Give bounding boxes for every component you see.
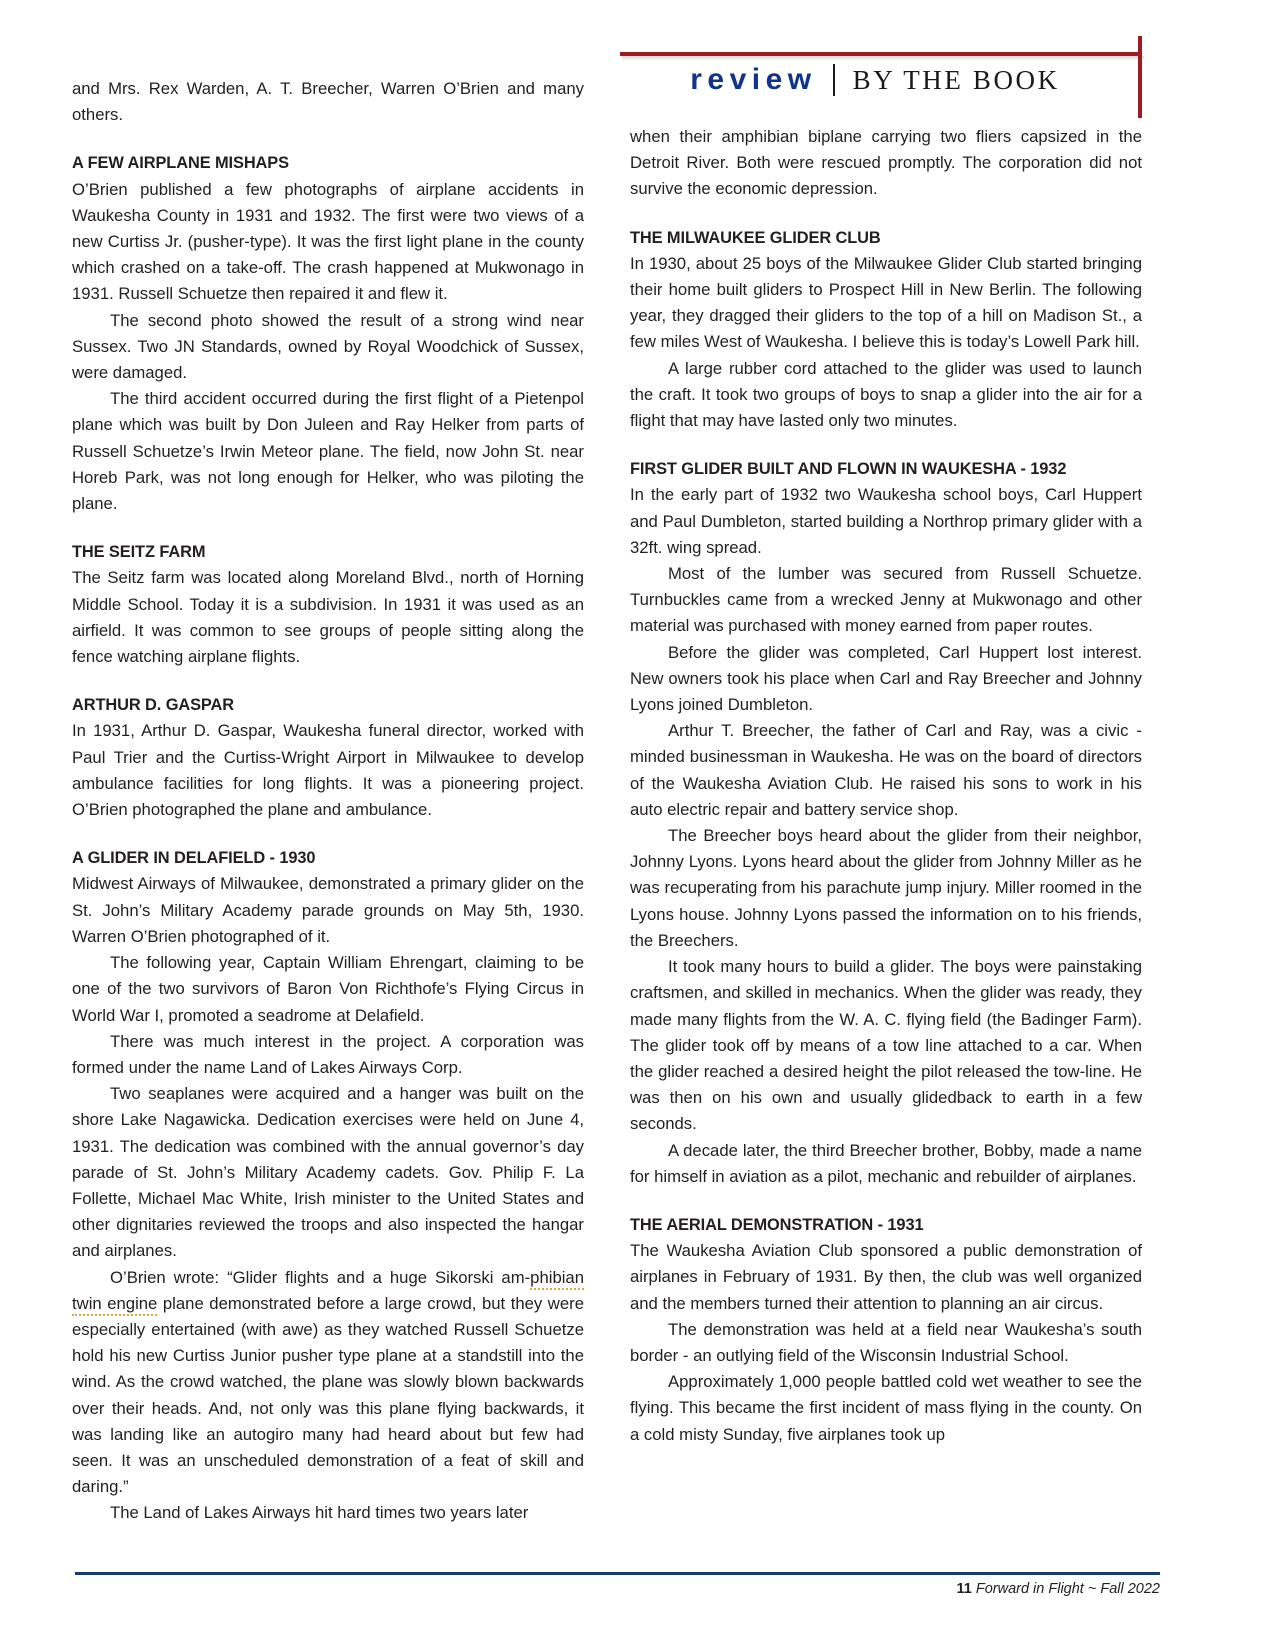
body-paragraph: The Waukesha Aviation Club sponsored a public demonstration of airplanes in February of 1931. By then, the club was well organized and the members turned their attention to planning an air circus. [630, 1241, 1142, 1313]
section-heading: A FEW AIRPLANE MISHAPS [72, 154, 289, 173]
body-paragraph: A decade later, the third Breecher brother, Bobby, made a name for himself in aviation as a pilot, mechanic and rebuilder of airplanes. [630, 1140, 1142, 1186]
page-number: 11 [956, 1581, 972, 1597]
body-paragraph: There was much interest in the project. A corporation was formed under the name Land of Lakes Airways Corp. [72, 1031, 584, 1077]
body-paragraph: The Breecher boys heard about the glider from their neighbor, Johnny Lyons. Lyons heard about the glider from Johnny Miller as he was recuperating from his parachute jump injury. Miller roomed in the Lyons house. Johnny Lyons passed the information on to his friends, the Breechers. [630, 826, 1142, 950]
body-paragraph: The Land of Lakes Airways hit hard times two years later [110, 1503, 529, 1523]
publication-title: Forward in Flight ~ Fall 2022 [975, 1581, 1160, 1597]
section-heading: FIRST GLIDER BUILT AND FLOWN IN WAUKESHA - 1932 [630, 460, 1067, 479]
body-paragraph: Two seaplanes were acquired and a hanger was built on the shore Lake Nagawicka. Dedication exercises were held on June 4, 1931. The dedication was combined with the annual governor’s day parade of St. John’s Military Academy cadets. Gov. Philip F. La Follette, Michael Mac White, Irish minister to the United States and other dignitaries reviewed the troops and also inspected the hangar and airplanes. [72, 1084, 584, 1261]
body-paragraph: The second photo showed the result of a strong wind near Sussex. Two JN Standards, owned by Royal Woodchick of Sussex, were damaged. [72, 310, 584, 383]
masthead-rule-shadow [622, 56, 1144, 61]
body-paragraph: In the early part of 1932 two Waukesha school boys, Carl Huppert and Paul Dumbleton, started building a Northrop primary glider with a 32ft. wing spread. [630, 485, 1142, 557]
body-paragraph: A large rubber cord attached to the glider was used to launch the craft. It took two groups of boys to snap a glider into the air for a flight that may have lasted only two minutes. [630, 358, 1142, 431]
body-paragraph: The following year, Captain William Ehrengart, claiming to be one of the two survivors of Baron Von Richthofe’s Flying Circus in World War I, promoted a seadrome at Delafield. [72, 953, 584, 1025]
body-paragraph: The demonstration was held at a field near Waukesha’s south border - an outlying field of the Wisconsin Industrial School. [630, 1319, 1142, 1365]
masthead-divider [833, 64, 835, 96]
section-heading: ARTHUR D. GASPAR [72, 696, 235, 715]
body-paragraph: Approximately 1,000 people battled cold wet weather to see the flying. This became the first incident of mass flying in the county. On a cold misty Sunday, five airplanes took up [630, 1372, 1142, 1444]
review-wordmark: review [690, 63, 817, 96]
left-column [72, 76, 584, 1527]
section-heading: THE SEITZ FARM [72, 543, 206, 562]
masthead-title-group [620, 64, 1130, 96]
body-paragraph: The third accident occurred during the first flight of a Pietenpol plane which was built by Don Juleen and Ray Helker from parts of Russell Schuetze’s Irwin Meteor plane. The field, now John St. near Horeb Park, was not long enough for Helker, who was piloting the plane. [72, 389, 584, 514]
footer [956, 1581, 1160, 1597]
body-paragraph: Before the glider was completed, Carl Huppert lost interest. New owners took his place when Carl and Ray Breecher and Johnny Lyons joined Dumbleton. [630, 642, 1142, 715]
body-paragraph: Arthur T. Breecher, the father of Carl and Ray, was a civic -minded businessman in Waukesha. He was on the board of directors of the Waukesha Aviation Club. He raised his sons to work in his auto electric repair and battery service shop. [630, 721, 1142, 819]
body-paragraph: O’Brien published a few photographs of airplane accidents in Waukesha County in 1931 and 1932. The first were two views of a new Curtiss Jr. (pusher-type). It was the first light plane in the county which crashed on a take-off. The crash happened at Mukwonago in 1931. Russell Schuetze then repaired it and flew it. [72, 179, 584, 304]
by-the-book-label: BY THE BOOK [852, 64, 1060, 95]
section-heading: THE MILWAUKEE GLIDER CLUB [630, 228, 881, 247]
body-paragraph: and Mrs. Rex Warden, A. T. Breecher, Warren O’Brien and many others. [72, 79, 584, 125]
body-paragraph: Midwest Airways of Milwaukee, demonstrated a primary glider on the St. John’s Military Academy parade grounds on May 5th, 1930. Warren O’Brien photographed of it. [72, 874, 584, 946]
body-paragraph: In 1931, Arthur D. Gaspar, Waukesha funeral director, worked with Paul Trier and the Curtiss-Wright Airport in Milwaukee to develop ambulance facilities for long flights. It was a pioneering project. O’Brien photographed the plane and ambulance. [72, 721, 584, 820]
body-paragraph: Most of the lumber was secured from Russell Schuetze. Turnbuckles came from a wrecked Jenny at Mukwonago and other material was purchased with money earned from paper routes. [630, 564, 1142, 636]
footer-rule [75, 1572, 1160, 1575]
section-heading: THE AERIAL DEMONSTRATION - 1931 [630, 1215, 924, 1234]
section-heading: A GLIDER IN DELAFIELD - 1930 [72, 849, 316, 868]
body-paragraph: The Seitz farm was located along Moreland Blvd., north of Horning Middle School. Today it is a subdivision. In 1931 it was used as an airfield. It was common to see groups of people sitting along the fence watching airplane flights. [72, 568, 584, 667]
body-paragraph: O’Brien wrote: “Glider flights and a huge Sikorski am-phibian twin engine plane demonstrated before a large crowd, but they were especially entertained (with awe) as they watched Russell Schuetze hold his new Curtiss Junior pusher type plane at a standstill into the wind. As the crowd watched, the plane was slowly blown backwards over their heads. And, not only was this plane flying backwards, it was landing like an autogiro many had heard about but few had seen. It was an unscheduled demonstration of a feat of skill and daring.” [72, 1267, 584, 1497]
masthead-vertical-rule [1138, 36, 1142, 118]
masthead [620, 52, 1150, 122]
body-paragraph: In 1930, about 25 boys of the Milwaukee Glider Club started bringing their home built gliders to Prospect Hill in New Berlin. The following year, they dragged their gliders to the top of a hill on Madison St., a few miles West of Waukesha. I believe this is today’s Lowell Park hill. [630, 253, 1142, 352]
spellcheck-marked-text: phibian twin engine [72, 1268, 584, 1316]
right-column [630, 124, 1142, 1448]
body-paragraph: when their amphibian biplane carrying two fliers capsized in the Detroit River. Both were rescued promptly. The corporation did not survive the economic depression. [630, 127, 1142, 199]
body-paragraph: It took many hours to build a glider. The boys were painstaking craftsmen, and skilled in mechanics. When the glider was ready, they made many flights from the W. A. C. flying field (the Badinger Farm). The glider took off by means of a tow line attached to a car. When the glider reached a desired height the pilot released the tow-line. He was then on his own and usually glidedback to earth in a few seconds. [630, 957, 1142, 1134]
